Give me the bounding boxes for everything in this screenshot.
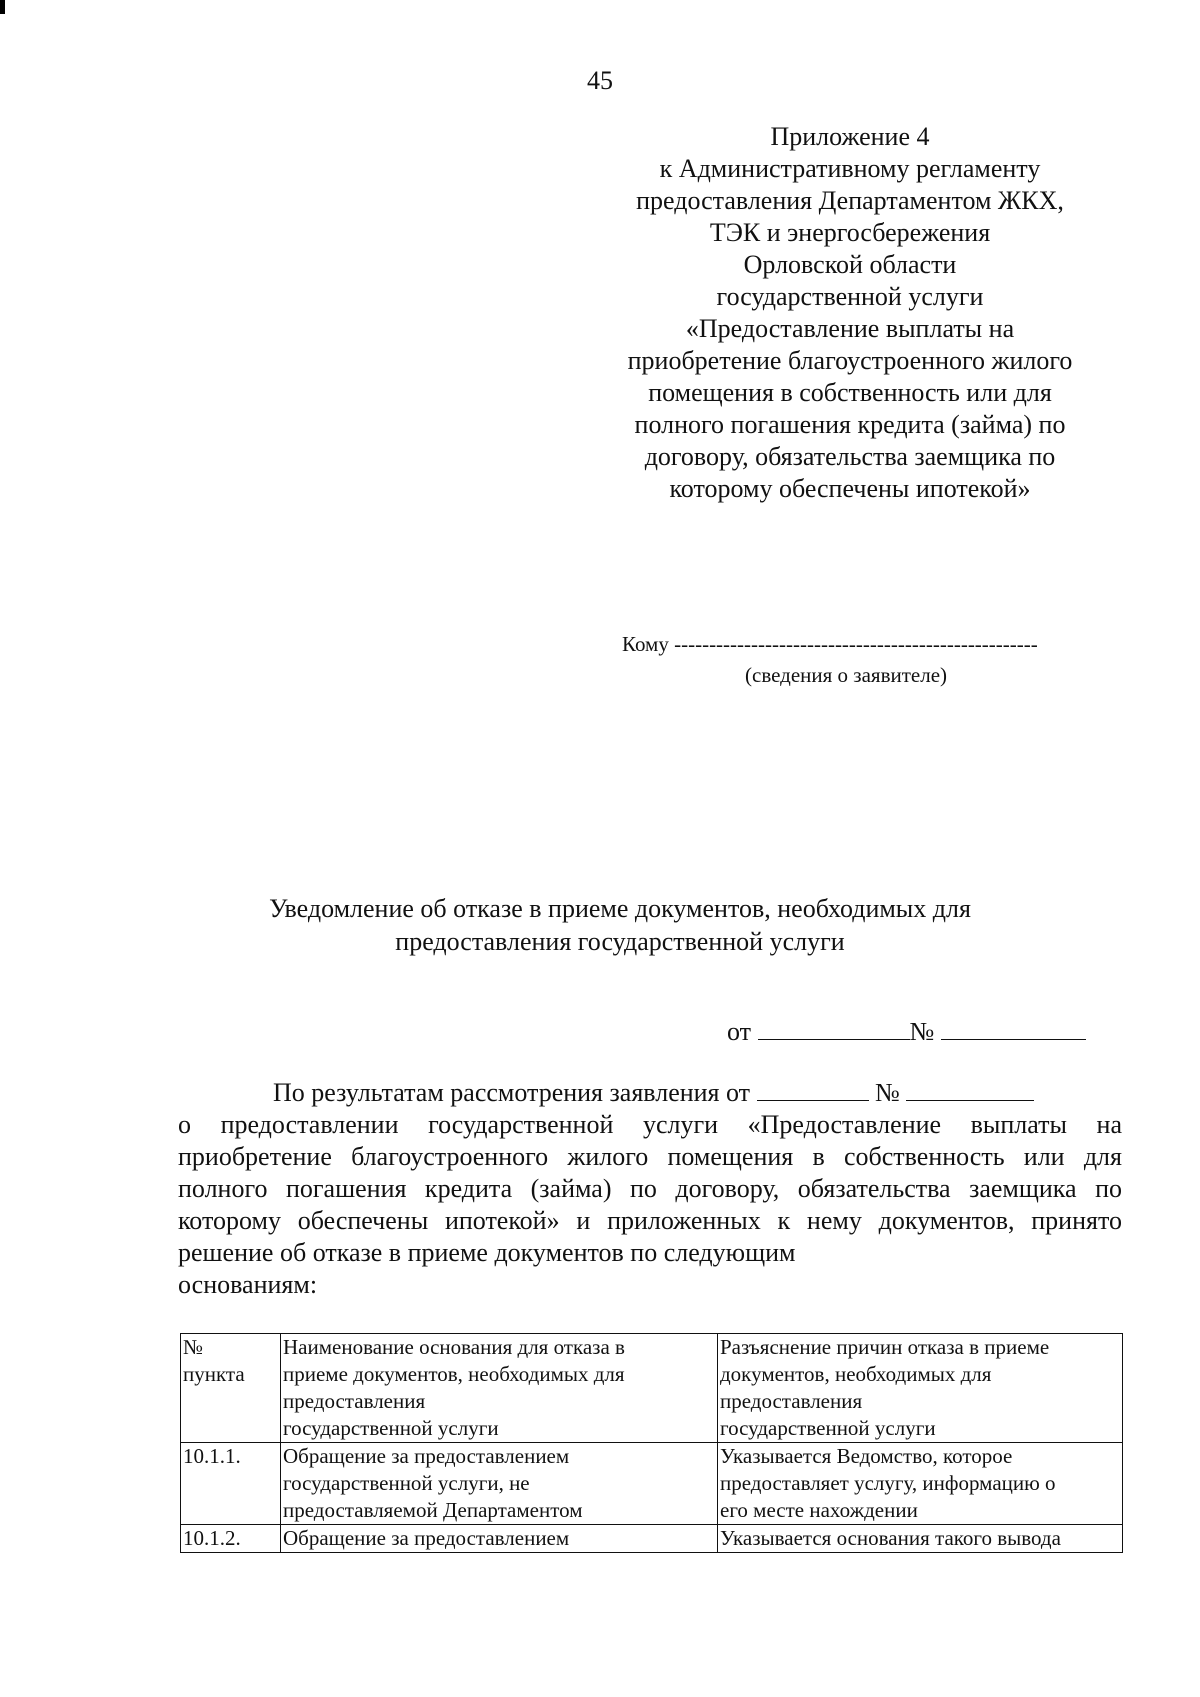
appendix-line: к Административному регламенту: [659, 154, 1041, 183]
page-number: 45: [587, 66, 613, 95]
table-row: [181, 1443, 1123, 1525]
header-cell-ground: Наименование основания для отказа в приеме документов, необходимых для предоставления государственной услуги: [281, 1334, 718, 1443]
row-explanation-cell: Указывается основания такого вывода: [718, 1525, 1123, 1553]
application-number-blank: [906, 1078, 1034, 1101]
number-blank: [941, 1017, 1086, 1040]
refusal-grounds-table: [180, 1333, 1123, 1553]
header-cell-number: № пункта: [181, 1334, 281, 1443]
number-label: №: [909, 1017, 935, 1046]
header-cell-explanation: Разъяснение причин отказа в приеме документов, необходимых для предоставления государственной услуги: [718, 1334, 1123, 1443]
recipient-field: Кому ----------------------------------------------------: [622, 632, 1038, 656]
appendix-line: государственной услуги: [716, 282, 984, 311]
appendix-line: договору, обязательства заемщика по: [644, 442, 1056, 471]
appendix-line: полного погашения кредита (займа) по: [634, 410, 1066, 439]
scan-corner-mark: [0, 0, 5, 14]
body-intro: По результатам рассмотрения заявления от: [273, 1078, 751, 1107]
notice-body: [178, 1077, 1122, 1301]
body-line: о предоставлении государственной услуги «Предоставление выплаты на: [178, 1110, 1122, 1139]
application-date-blank: [757, 1078, 869, 1101]
row-number-cell: 10.1.2.: [181, 1525, 281, 1553]
body-intro-line: [178, 1077, 1122, 1109]
appendix-header: [600, 121, 1100, 505]
body-line: решение об отказе в приеме документов по следующим: [178, 1238, 796, 1267]
row-explanation-cell: Указывается Ведомство, которое предоставляет услугу, информацию о его месте нахождении: [718, 1443, 1123, 1525]
appendix-line: Орловской области: [743, 250, 957, 279]
table-row: [181, 1525, 1123, 1553]
appendix-line: приобретение благоустроенного жилого: [627, 346, 1073, 375]
body-line: приобретение благоустроенного жилого помещения в собственность или для: [178, 1142, 1122, 1171]
appendix-line: Приложение 4: [770, 122, 930, 151]
notice-title-line: Уведомление об отказе в приеме документов, необходимых для: [269, 894, 971, 923]
appendix-line: «Предоставление выплаты на: [685, 314, 1015, 343]
table-header-row: [181, 1334, 1123, 1443]
row-ground-cell: Обращение за предоставлением государственной услуги, не предоставляемой Департаментом: [281, 1443, 718, 1525]
body-number-label: №: [875, 1078, 900, 1107]
appendix-line: ТЭК и энергосбережения: [709, 218, 991, 247]
body-line: которому обеспечены ипотекой» и приложенных к нему документов, принято: [178, 1206, 1122, 1235]
appendix-line: помещения в собственность или для: [648, 378, 1052, 407]
date-label: от: [727, 1017, 752, 1046]
body-line: полного погашения кредита (займа) по договору, обязательства заемщика по: [178, 1174, 1122, 1203]
body-line: основаниям:: [178, 1270, 318, 1299]
date-blank: [758, 1017, 910, 1040]
date-number-line: [727, 1017, 1086, 1047]
appendix-line: предоставления Департаментом ЖКХ,: [636, 186, 1064, 215]
row-ground-cell: Обращение за предоставлением: [281, 1525, 718, 1553]
recipient-caption: (сведения о заявителе): [745, 663, 948, 687]
notice-title: [200, 892, 1040, 958]
notice-title-line: предоставления государственной услуги: [395, 927, 845, 956]
row-number-cell: 10.1.1.: [181, 1443, 281, 1525]
appendix-line: которому обеспечены ипотекой»: [669, 474, 1031, 503]
